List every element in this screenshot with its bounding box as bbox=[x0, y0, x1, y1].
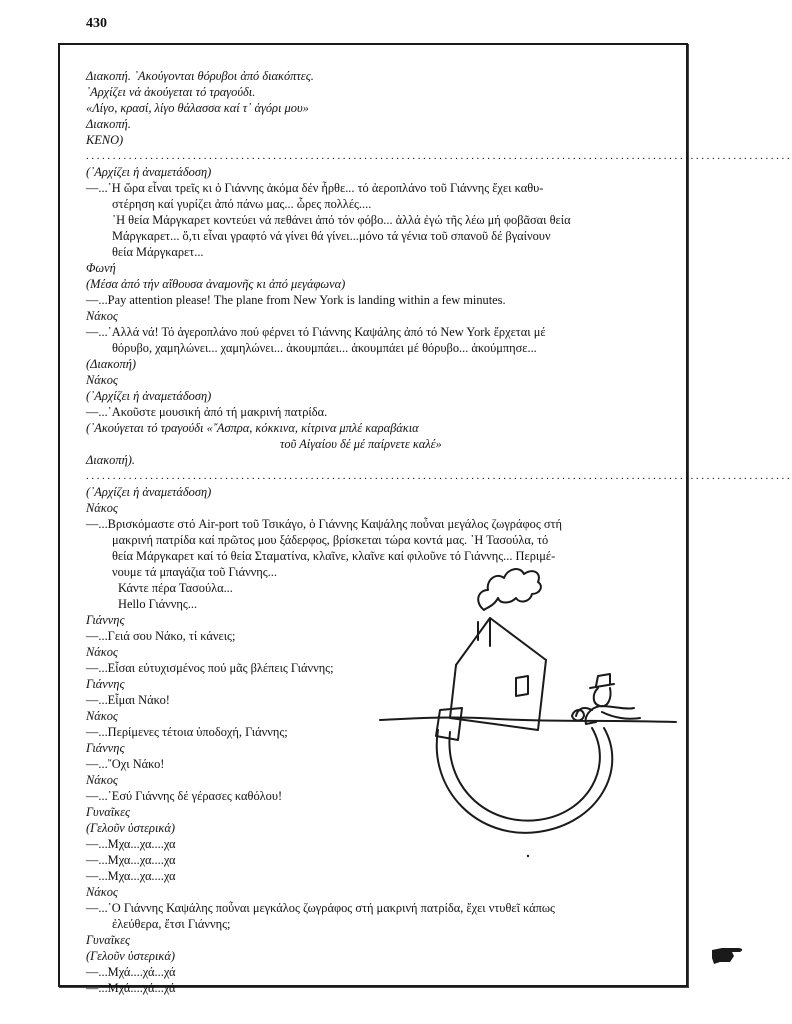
text-line: —...Γειά σου Νάκο, τί κάνεις; bbox=[86, 629, 236, 643]
text-line: Γιάννης bbox=[86, 677, 125, 691]
text-line: Νάκος bbox=[86, 645, 118, 659]
text-line: ᾽Αρχίζει νά ἀκούγεται τό τραγούδι. bbox=[86, 85, 256, 99]
text-line: Κάντε πέρα Τασούλα... bbox=[118, 581, 233, 595]
text-line: Διακοπή. bbox=[86, 117, 131, 131]
separator-line: .................................................................................................................................... bbox=[86, 150, 792, 162]
text-line: Νάκος bbox=[86, 373, 118, 387]
text-line: Μάργκαρετ... ὅ,τι εἶναι γραφτό νά γίνει θά γίνει...μόνο τά γένια τοῦ σπανοῦ δέ βγαίνουν bbox=[112, 229, 551, 243]
text-line: «Λίγο, κρασί, λίγο θάλασσα καί τ᾽ ἀγόρι μου» bbox=[86, 101, 309, 115]
text-line: —...Μχά....χά...χά bbox=[86, 981, 176, 995]
text-line: (᾽Αρχίζει ἡ ἀναμετάδοση) bbox=[86, 165, 212, 179]
text-line: (Διακοπή) bbox=[86, 357, 136, 371]
text-line: —...Μχα...χα....χα bbox=[86, 837, 176, 851]
text-line: (᾽Αρχίζει ἡ ἀναμετάδοση) bbox=[86, 389, 212, 403]
text-line: Διακοπή). bbox=[86, 453, 135, 467]
text-line: Hello Γιάννης... bbox=[118, 597, 198, 611]
text-line: θεία Μάργκαρετ... bbox=[112, 245, 204, 259]
text-line: νουμε τά μπαγάζια τοῦ Γιάννης... bbox=[112, 565, 277, 579]
page-number: 430 bbox=[86, 16, 107, 31]
text-line: (Γελοῦν ὑστερικά) bbox=[86, 821, 175, 835]
figure-hat bbox=[590, 674, 614, 688]
hull-inner bbox=[449, 728, 599, 821]
text-line: —...᾽Η ὥρα εἶναι τρεῖς κι ὁ Γιάννης ἀκόμα δέν ἦρθε... τό ἀεροπλάνο τοῦ Γιάννης ἔχει καθυ- bbox=[86, 181, 544, 195]
text-line: Γιάννης bbox=[86, 741, 125, 755]
text-line: Νάκος bbox=[86, 501, 118, 515]
text-line: Νάκος bbox=[86, 773, 118, 787]
text-line: θόρυβο, χαμηλώνει... χαμηλώνει... ἀκουμπάει... ἀκουμπάει μέ θόρυβο... ἀκούμπησε... bbox=[112, 341, 537, 355]
text-line: (᾽Αρχίζει ἡ ἀναμετάδοση) bbox=[86, 485, 212, 499]
figure-head bbox=[594, 688, 611, 706]
text-line: Γυναῖκες bbox=[86, 933, 131, 947]
pointing-hand-icon bbox=[710, 944, 746, 966]
text-line: —...Εἶμαι Νάκο! bbox=[86, 693, 170, 707]
text-line: —...Μχα...χα....χα bbox=[86, 853, 176, 867]
text-line: —...᾽Εσύ Γιάννης δέ γέρασες καθόλου! bbox=[86, 789, 283, 803]
text-line: ᾽Η θεία Μάργκαρετ κοντεύει νά πεθάνει ἀπό τόν φόβο... ἀλλά ἐγώ τῆς λέω μή φοβᾶσαι θεία bbox=[112, 213, 571, 227]
text-line: (Γελοῦν ὑστερικά) bbox=[86, 949, 175, 963]
text-line: θεία Μάργκαρετ καί τό θεία Σταματίνα, κλαῖνε, κλαῖνε καί φιλοῦνε τό Γιάννης... Περιμέ- bbox=[112, 549, 556, 563]
text-line: Γιάννης bbox=[86, 613, 125, 627]
text-line: Νάκος bbox=[86, 709, 118, 723]
text-line: —...Pay attention please! The plane from New York is landing within a few minutes. bbox=[86, 293, 506, 307]
text-line: ἐλεύθερα, ἔτσι Γιάννης; bbox=[112, 917, 231, 931]
text-line: στέρηση καί γυρίζει ἀπό πάνω μας... ὧρες πολλές.... bbox=[112, 197, 372, 211]
text-line: —...Βρισκόμαστε στό Air-port τοῦ Τσικάγο, ὁ Γιάννης Καψάλης ποὖναι μεγάλος ζωγράφος στή bbox=[86, 517, 562, 531]
hull-outer bbox=[437, 728, 613, 833]
text-line: (᾽Ακούγεται τό τραγούδι «῎Ασπρα, κόκκινα, κίτρινα μπλέ καραβάκια bbox=[86, 421, 419, 435]
text-line: —...῎Οχι Νάκο! bbox=[86, 757, 165, 771]
text-line: τοῦ Αἰγαίου δέ μέ παίρνετε καλέ» bbox=[280, 437, 442, 451]
text-line: Νάκος bbox=[86, 885, 118, 899]
text-line: μακρινή πατρίδα καί πρῶτος μου ξάδερφος, βρίσκεται τώρα κοντά μας. ᾽Η Τασούλα, τό bbox=[112, 533, 549, 547]
text-line: —...Περίμενες τέτοια ὑποδοχή, Γιάννης; bbox=[86, 725, 288, 739]
text-line: —...Μχά....χά...χά bbox=[86, 965, 176, 979]
house-window bbox=[516, 676, 528, 696]
text-line: Διακοπή. ᾽Ακούγονται θόρυβοι ἀπό διακόπτες. bbox=[86, 69, 314, 83]
text-line: —...Εἶσαι εὐτυχισμένος πού μᾶς βλέπεις Γιάννης; bbox=[86, 661, 334, 675]
text-line: —...᾽Αλλά νά! Τό ἀγεροπλάνο πού φέρνει τό Γιάννης Καψάλης ἀπό τό New York ἔρχεται μέ bbox=[86, 325, 546, 339]
text-line: —...Μχα...χα....χα bbox=[86, 869, 176, 883]
text-line: Γυναῖκες bbox=[86, 805, 131, 819]
text-line: ΚΕΝΟ) bbox=[86, 133, 124, 147]
text-line: Φωνή bbox=[86, 261, 116, 275]
house-sketch-drawing bbox=[378, 560, 678, 860]
chimney-smoke bbox=[478, 569, 541, 610]
separator-line: .................................................................................................................................... bbox=[86, 470, 792, 482]
text-line: Νάκος bbox=[86, 309, 118, 323]
text-line: (Μέσα ἀπό τήν αἴθουσα ἀναμονῆς κι ἀπό μεγάφωνα) bbox=[86, 277, 346, 291]
house-roof bbox=[456, 618, 546, 665]
text-line: —...᾽Ακοῦστε μουσική ἀπό τή μακρινή πατρίδα. bbox=[86, 405, 328, 419]
text-line: —...᾽Ο Γιάννης Καψάλης ποὖναι μεγκάλος ζωγράφος στή μακρινή πατρίδα, ἔχει ντυθεῖ κάπως bbox=[86, 901, 555, 915]
